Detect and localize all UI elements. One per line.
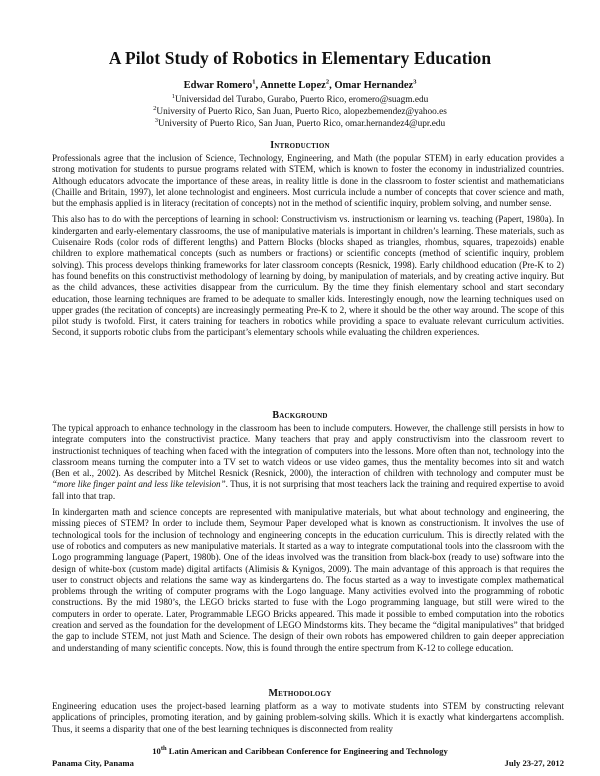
affil-mark: 1 <box>171 92 175 100</box>
ordinal-suffix: th <box>160 745 167 753</box>
conference-name: Latin American and Caribbean Conference for Engineering and Technology <box>166 746 448 756</box>
author-name: Annette Lopez <box>260 80 326 91</box>
paragraph: This also has to do with the perceptions of learning in school: Constructivism vs. instructionism or learning vs. teaching (Papert, 1980a). In kindergarten and early-elementary classrooms, the use of manipulative materials is important in children’s learning. These materials, such as Cuisenaire Rods (color rods of different lengths) and Pattern Blocks (blocks shaped as triangles, rhombus, squares, trapezoids) enable children to explore mathematical concepts (such as numbers or fractions) or scientific concepts (method of scientific inquiry, problem solving). This process develops thinking frameworks for later classroom concepts (Resnick, 1998). Early childhood education (Pre-K to 2) has found benefits on this constructivist methodology of learning by doing, by manipulation of materials, and by creating active inquiry. But as the child advances, these activities disappear from the curriculum. By the time they finish elementary school and start secondary education, those learning techniques are framed to be adequate to smaller kids. Interestingly enough, now the learning techniques used on upper grades (the recitation of concepts) are increasingly permeating Pre-K to 2, where it should be the other way around. The scope of this pilot study is twofold. First, it caters training for teachers in robotics while providing a space to evaluate relevant curriculum activities. Second, it supports robotic clubs from the participant’s elementary schools while evaluating the children experiences. <box>52 214 564 338</box>
affiliation-line <box>0 106 600 118</box>
footer-dates: July 23-27, 2012 <box>504 758 564 768</box>
affiliation-line <box>0 118 600 130</box>
section-heading-methodology: Methodology <box>268 688 332 699</box>
affiliation-text: University of Puerto Rico, San Juan, Puerto Rico, omar.hernandez4@upr.edu <box>158 119 446 129</box>
italic-quote: “more like finger paint and less like television” <box>52 479 226 490</box>
author-affil-mark: 2 <box>325 78 330 86</box>
paper-title: A Pilot Study of Robotics in Elementary Education <box>108 48 492 68</box>
author-affil-mark: 1 <box>252 78 256 86</box>
author-name: Omar Hernandez <box>334 80 414 91</box>
section-heading-background: Background <box>272 410 328 421</box>
conference-number: 10 <box>152 746 161 756</box>
section-heading-introduction: Introduction <box>270 140 330 151</box>
paragraph: Professionals agree that the inclusion of Science, Technology, Engineering, and Math (the popular STEM) in early education provides a strong motivation for students to pursue programs related with STEM, which is known to foster the economy in industrialized countries. Although educators advocate the importance of these areas, in reality little is done in the classroom to foster scientist and mathematicians (Chaille and Britain, 1997), let alone technologist and engineers. Most curricula include a number of concepts that cover science and math, but the emphasis applied is in literacy (recitation of concepts) not in the method of scientific inquiry, problem solving, and number sense. <box>52 153 564 209</box>
section-body-methodology <box>52 701 564 740</box>
paragraph-text: The typical approach to enhance technology in the classroom has been to include computers. However, the challenge still persists in how to integrate computers into the constructivist practice. Many teachers that pray and apply constructivism into the classroom revert to instructionist techniques of teaching when faced with the integration of computers into the lessons. More often than not, technology into the classroom means turning the computer into a TV set to watch videos or use video games, thus the mentality becomes into sit and watch (Ben et al., 2002). As described by Mitchel Resnick (Resnick, 2000), the interaction of children with technology and computer must be <box>52 423 564 479</box>
affil-mark: 3 <box>154 116 159 124</box>
affiliation-text: Universidad del Turabo, Gurabo, Puerto Rico, eromero@suagm.edu <box>174 95 429 105</box>
paragraph-text: . Thus, it is not surprising that most teachers lack the training and required expertise to avoid fall into that trap. <box>52 479 565 501</box>
paragraph <box>52 423 564 502</box>
section-body-background <box>52 423 564 659</box>
section-body-introduction <box>52 153 564 344</box>
affiliations <box>0 94 600 130</box>
affil-mark: 2 <box>153 104 157 112</box>
footer-location: Panama City, Panama <box>52 758 134 768</box>
paragraph: In kindergarten math and science concepts are represented with manipulative materials, but what about technology and engineering, the missing pieces of STEM? In order to include them, Seymour Paper developed what is known as constructionism. It involves the use of technological tools for the inclusion of technology and engineering concepts in the education curriculum. This is directly related with the use of robotics and computers as new manipulative materials. It started as a way to integrate computational tools into the classroom with the Logo programming language (Papert, 1980b). One of the ideas involved was the transition from black-box (ready to use) software into the design of white-box (custom made) digital artifacts (Alimisis & Kynigos, 2009). The main advantage of this approach is that requires the user to construct objects and relations the same way as kindergartens do. The focus started as a way to investigate complex mathematical problems through the writing of computer programs with the Logo language. Many activities evolved into the programming of robotic constructions. By the mid 1980’s, the LEGO bricks started to fuse with the Logo programming language, but still were wired to the computers in order to operate. Later, Programmable LEGO Bricks appeared. This made it possible to embed computation into the robotics creation and served as the foundation for the development of LEGO Mindstorms kits. They became the “digital manipulatives” that bridged the gap to include STEM, not just Math and Science. The design of their own robots has empowered children to gain deeper appreciation and understanding of many scientific concepts. Now, this is found through the entire spectrum from K-12 to college education. <box>52 507 564 653</box>
footer-conference <box>0 746 600 756</box>
author-affil-mark: 3 <box>413 78 417 86</box>
author-name: Edwar Romero <box>183 80 253 91</box>
author-list: Edwar Romero$^1$, Annette Lopez$^2$, Omar Hernandez$^3$ <box>183 78 417 91</box>
affiliation-text: University of Puerto Rico, San Juan, Puerto Rico, alopezbemendez@yahoo.es <box>156 107 447 117</box>
affiliation-line <box>0 94 600 106</box>
paragraph: Engineering education uses the project-based learning platform as a way to motivate students into STEM by constructing relevant applications of principles, promoting iteration, and by gaining problem-solving skills. Which it is exactly what kindergartens accomplish. Thus, it seems a disparity that one of the best learning techniques is disconnected from reality <box>52 701 564 734</box>
